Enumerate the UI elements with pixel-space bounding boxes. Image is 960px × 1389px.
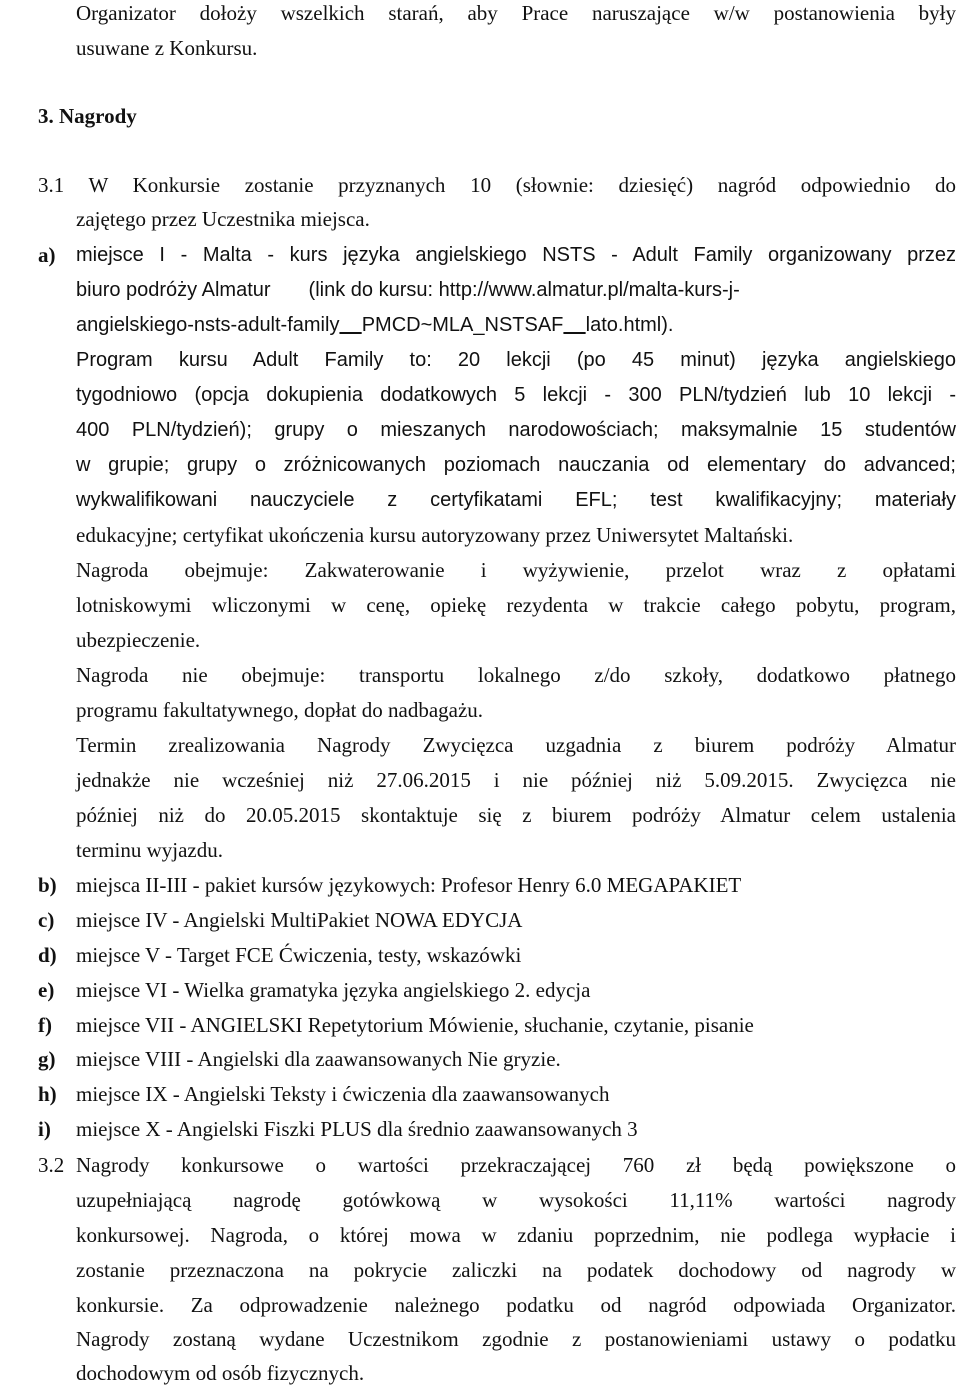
term-line: terminu wyjazdu. (76, 838, 223, 862)
paragraph-3-2-line: konkursowej. Nagroda, o której mowa w zdaniu poprzednim, nie podlega wypłacie i (76, 1223, 956, 1247)
list-label-f: f) (38, 1013, 52, 1037)
paragraph-3-2-line: zostanie przeznaczona na pokrycie zaliczki na podatek dochodowy od nagrody w (76, 1258, 956, 1282)
item-a-agency: biuro podróży Almatur (76, 279, 271, 301)
paragraph-3-1-line: zajętego przez Uczestnika miejsca. (76, 207, 370, 231)
list-label-b: b) (38, 873, 57, 897)
term-line: jednakże nie wcześniej niż 27.06.2015 i nie później niż 5.09.2015. Zwycięzca nie (76, 768, 956, 792)
course-link-url: angielskiego-nsts-adult-family PMCD~MLA_NSTSAF lato.html). (76, 314, 674, 336)
excludes-line: Nagroda nie obejmuje: transportu lokalnego z/do szkoły, dodatkowo płatnego (76, 663, 956, 687)
program-line: 400 PLN/tydzień); grupy o mieszanych narodowościach; maksymalnie 15 studentów (76, 419, 956, 441)
program-line: wykwalifikowani nauczyciele z certyfikatami EFL; test kwalifikacyjny; materiały (76, 489, 956, 511)
list-item-f: miejsce VII - ANGIELSKI Repetytorium Mówienie, słuchanie, czytanie, pisanie (76, 1013, 754, 1037)
program-line: tygodniowo (opcja dokupienia dodatkowych 5 lekcji - 300 PLN/tydzień lub 10 lekcji - (76, 384, 956, 406)
paragraph-3-2-line: Nagrody konkursowe o wartości przekraczającej 760 zł będą powiększone o (76, 1153, 956, 1177)
list-item-d: miejsce V - Target FCE Ćwiczenia, testy, wskazówki (76, 943, 522, 967)
list-label-c: c) (38, 908, 55, 932)
intro-line: usuwane z Konkursu. (76, 36, 258, 60)
includes-line: Nagroda obejmuje: Zakwaterowanie i wyżywienie, przelot wraz z opłatami (76, 558, 956, 582)
includes-line: lotniskowymi wliczonymi w cenę, opiekę rezydenta w trakcie całego pobytu, program, (76, 593, 956, 617)
list-item-h: miejsce IX - Angielski Teksty i ćwiczenia dla zaawansowanych (76, 1082, 610, 1106)
course-link-text: (link do kursu: http://www.almatur.pl/malta-kurs-j- (308, 279, 740, 301)
program-line: Program kursu Adult Family to: 20 lekcji (po 45 minut) języka angielskiego (76, 349, 956, 371)
program-line: edukacyjne; certyfikat ukończenia kursu autoryzowany przez Uniwersytet Maltański. (76, 523, 794, 547)
list-label-h: h) (38, 1082, 57, 1106)
list-label-d: d) (38, 943, 57, 967)
list-item-e: miejsce VI - Wielka gramatyka języka angielskiego 2. edycja (76, 978, 591, 1002)
paragraph-3-2-number: 3.2 (38, 1153, 65, 1177)
list-item-i: miejsce X - Angielski Fiszki PLUS dla średnio zaawansowanych 3 (76, 1117, 638, 1141)
program-line: w grupie; grupy o zróżnicowanych poziomach nauczania od elementary do advanced; (76, 454, 956, 476)
term-line: Termin zrealizowania Nagrody Zwycięzca uzgadnia z biurem podróży Almatur (76, 733, 956, 757)
list-label-i: i) (38, 1117, 51, 1141)
list-item-c: miejsce IV - Angielski MultiPakiet NOWA EDYCJA (76, 908, 523, 932)
excludes-line: programu fakultatywnego, dopłat do nadbagażu. (76, 698, 484, 722)
intro-line: Organizator dołoży wszelkich starań, aby Prace naruszające w/w postanowienia były (76, 1, 956, 25)
term-line: później niż do 20.05.2015 skontaktuje się z biurem podróży Almatur celem ustalenia (76, 803, 956, 827)
includes-line: ubezpieczenie. (76, 628, 201, 652)
list-label-g: g) (38, 1047, 56, 1071)
section-heading: 3. Nagrody (38, 104, 137, 128)
list-label-e: e) (38, 978, 55, 1002)
list-label-a: a) (38, 243, 56, 267)
paragraph-3-2-line: dochodowym od osób fizycznych. (76, 1361, 365, 1385)
paragraph-3-2-line: uzupełniającą nagrodę gotówkową w wysokości 11,11% wartości nagrody (76, 1188, 956, 1212)
paragraph-3-2-line: Nagrody zostaną wydane Uczestnikom zgodnie z postanowieniami ustawy o podatku (76, 1327, 956, 1351)
item-a-line (76, 277, 956, 303)
item-a-line: miejsce I - Malta - kurs języka angielskiego NSTS - Adult Family organizowany przez (76, 244, 956, 266)
list-item-g: miejsce VIII - Angielski dla zaawansowanych Nie gryzie. (76, 1047, 561, 1071)
paragraph-3-2-line: konkursie. Za odprowadzenie należnego podatku od nagród odpowiada Organizator. (76, 1293, 956, 1317)
list-item-b: miejsca II-III - pakiet kursów językowych: Profesor Henry 6.0 MEGAPAKIET (76, 873, 742, 897)
paragraph-3-1-line: 3.1 W Konkursie zostanie przyznanych 10 (słownie: dziesięć) nagród odpowiednio do (38, 173, 956, 197)
